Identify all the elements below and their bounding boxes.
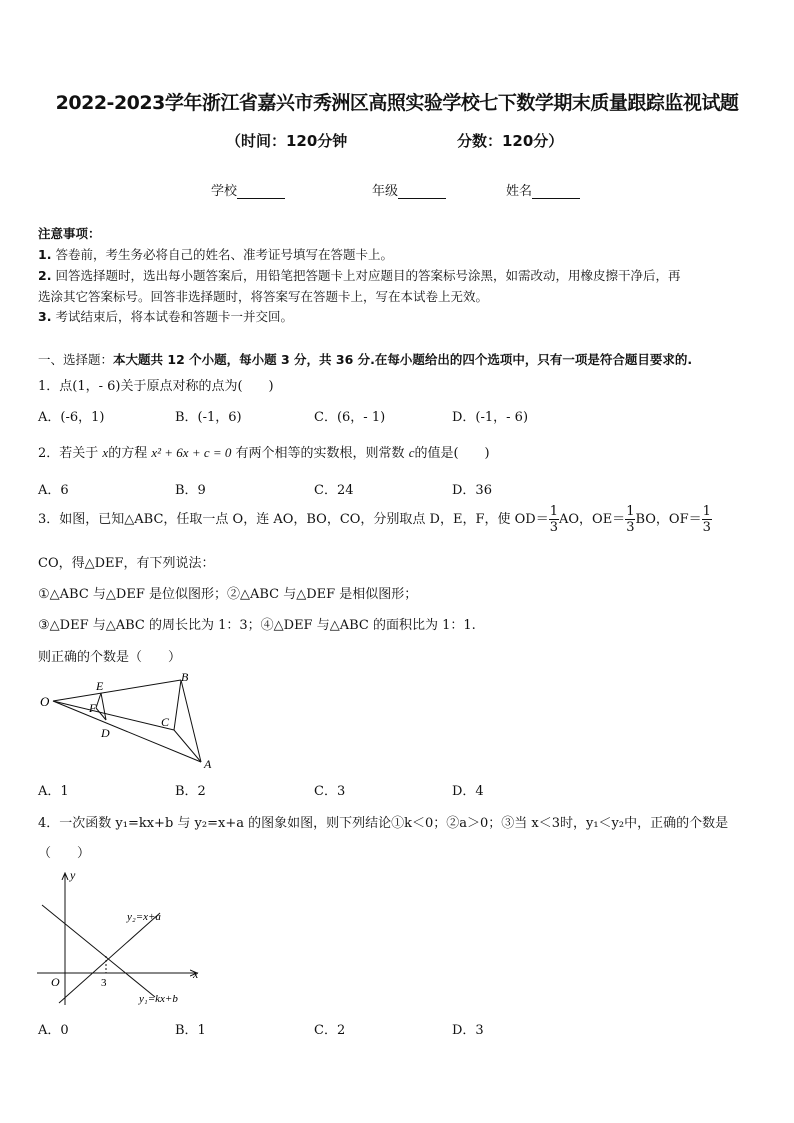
q4-option-d[interactable]: D．3 bbox=[452, 1023, 484, 1038]
q3-stem bbox=[38, 505, 712, 534]
q1-option-c[interactable]: C．(6，- 1) bbox=[314, 410, 386, 425]
grade-field bbox=[372, 180, 446, 199]
label-y1: y₁=kx+b bbox=[139, 993, 178, 1005]
q3-statements-2: ③△DEF 与△ABC 的周长比为 1：3；④△DEF 与△ABC 的面积比为 1：1. bbox=[38, 618, 476, 633]
grade-blank[interactable] bbox=[398, 184, 446, 199]
label-y2: y₂=x+a bbox=[127, 911, 161, 923]
q2-var-x: x bbox=[102, 445, 109, 460]
q4-stem: 4．一次函数 y₁=kx+b 与 y₂=x+a 的图象如图，则下列结论①k＜0；②a＞0；③当 x＜3时，y₁＜y₂中，正确的个数是 bbox=[38, 816, 729, 831]
label-d: D bbox=[101, 726, 110, 740]
name-label: 姓名 bbox=[506, 184, 533, 199]
q2-option-c[interactable]: C．24 bbox=[314, 483, 354, 498]
notice-item-3-text: 考试结束后，将本试卷和答题卡一并交回。 bbox=[55, 309, 293, 324]
q4-graph bbox=[35, 865, 215, 1015]
exam-score: 分数：120分） bbox=[457, 132, 564, 150]
label-x: x bbox=[193, 967, 199, 981]
section-heading-rest: 本大题共 12 个小题，每小题 3 分，共 36 分.在每小题给出的四个选项中，只有一项是符合题目要求的. bbox=[113, 352, 693, 367]
notice-item-1 bbox=[38, 245, 393, 263]
q3-figure bbox=[38, 668, 228, 774]
q4-option-b[interactable]: B．1 bbox=[175, 1023, 206, 1038]
q4-paren: （ ） bbox=[38, 846, 91, 861]
school-blank[interactable] bbox=[237, 184, 285, 199]
notice-item-3 bbox=[38, 307, 293, 325]
line-y2 bbox=[59, 913, 160, 1003]
notice-item-2 bbox=[38, 266, 680, 284]
notice-item-2-num: 2. bbox=[38, 268, 52, 283]
exam-time: （时间：120分钟 bbox=[226, 132, 348, 150]
notice-item-1-num: 1. bbox=[38, 247, 52, 262]
q2-option-d[interactable]: D．36 bbox=[452, 483, 492, 498]
school-field bbox=[211, 180, 285, 199]
label-b: B bbox=[181, 670, 189, 684]
q2-equation: x² + 6x + c = 0 bbox=[151, 445, 232, 460]
label-a: A bbox=[204, 757, 212, 771]
q1-stem: 1．点(1，- 6)关于原点对称的点为( ) bbox=[38, 379, 274, 394]
name-blank[interactable] bbox=[532, 184, 580, 199]
q2-stem bbox=[38, 442, 490, 461]
label-f: F bbox=[89, 701, 97, 715]
label-three: 3 bbox=[101, 977, 107, 989]
q2-stem-b: 的方程 bbox=[108, 446, 148, 461]
fraction-of: $\frac{1}{3}$ bbox=[702, 504, 711, 535]
section-heading-bold: 一、选择题： bbox=[38, 352, 114, 367]
q3-ask: 则正确的个数是（ ） bbox=[38, 650, 182, 665]
q3-oe-rest: BO，OF＝ bbox=[635, 512, 702, 527]
q2-stem-d: 的值是( ) bbox=[414, 446, 490, 461]
q1-option-a[interactable]: A．(-6，1) bbox=[38, 410, 105, 425]
q2-var-c: c bbox=[408, 445, 415, 460]
grade-label: 年级 bbox=[372, 184, 399, 199]
q3-stem-b: CO，得△DEF，有下列说法： bbox=[38, 556, 215, 571]
q3-option-b[interactable]: B．2 bbox=[175, 784, 206, 799]
q4-option-a[interactable]: A．0 bbox=[38, 1023, 69, 1038]
q3-option-c[interactable]: C．3 bbox=[314, 784, 346, 799]
q4-option-c[interactable]: C．2 bbox=[314, 1023, 346, 1038]
q3-od-rest: AO，OE＝ bbox=[558, 512, 626, 527]
label-origin: O bbox=[51, 975, 60, 989]
fraction-oe: $\frac{1}{3}$ bbox=[626, 504, 635, 535]
q2-option-a[interactable]: A．6 bbox=[38, 483, 69, 498]
page-title: 2022-2023学年浙江省嘉兴市秀洲区高照实验学校七下数学期末质量跟踪监视试题 bbox=[55, 92, 739, 114]
q3-statements-1: ①△ABC 与△DEF 是位似图形；②△ABC 与△DEF 是相似图形； bbox=[38, 587, 418, 602]
notice-item-2b: 选涂其它答案标号。回答非选择题时，将答案写在答题卡上，写在本试卷上无效。 bbox=[38, 289, 489, 304]
notice-item-3-num: 3. bbox=[38, 309, 52, 324]
q1-option-d[interactable]: D．(-1，- 6) bbox=[452, 410, 529, 425]
q2-stem-c: 有两个相等的实数根，则常数 bbox=[235, 446, 405, 461]
label-c: C bbox=[161, 715, 170, 729]
school-label: 学校 bbox=[211, 184, 238, 199]
fraction-od: $\frac{1}{3}$ bbox=[549, 504, 558, 535]
q3-option-d[interactable]: D．4 bbox=[452, 784, 484, 799]
q1-option-b[interactable]: B．(-1，6) bbox=[175, 410, 242, 425]
label-y: y bbox=[70, 868, 76, 882]
q2-option-b[interactable]: B．9 bbox=[175, 483, 206, 498]
label-e: E bbox=[96, 679, 104, 693]
q3-stem-a: 3．如图，已知△ABC，任取一点 O，连 AO，BO，CO，分别取点 D，E，F，使 OD＝ bbox=[38, 512, 549, 527]
q3-option-a[interactable]: A．1 bbox=[38, 784, 69, 799]
label-o: O bbox=[40, 694, 50, 709]
name-field bbox=[506, 180, 580, 199]
section-heading bbox=[38, 350, 692, 368]
notice-item-1-text: 答卷前，考生务必将自己的姓名、准考证号填写在答题卡上。 bbox=[55, 247, 393, 262]
notice-item-2-text-a: 回答选择题时，选出每小题答案后，用铅笔把答题卡上对应题目的答案标号涂黑，如需改动，用橡皮擦干净后，再 bbox=[55, 268, 681, 283]
q2-stem-a: 2．若关于 bbox=[38, 446, 99, 461]
notice-heading: 注意事项： bbox=[38, 226, 101, 241]
